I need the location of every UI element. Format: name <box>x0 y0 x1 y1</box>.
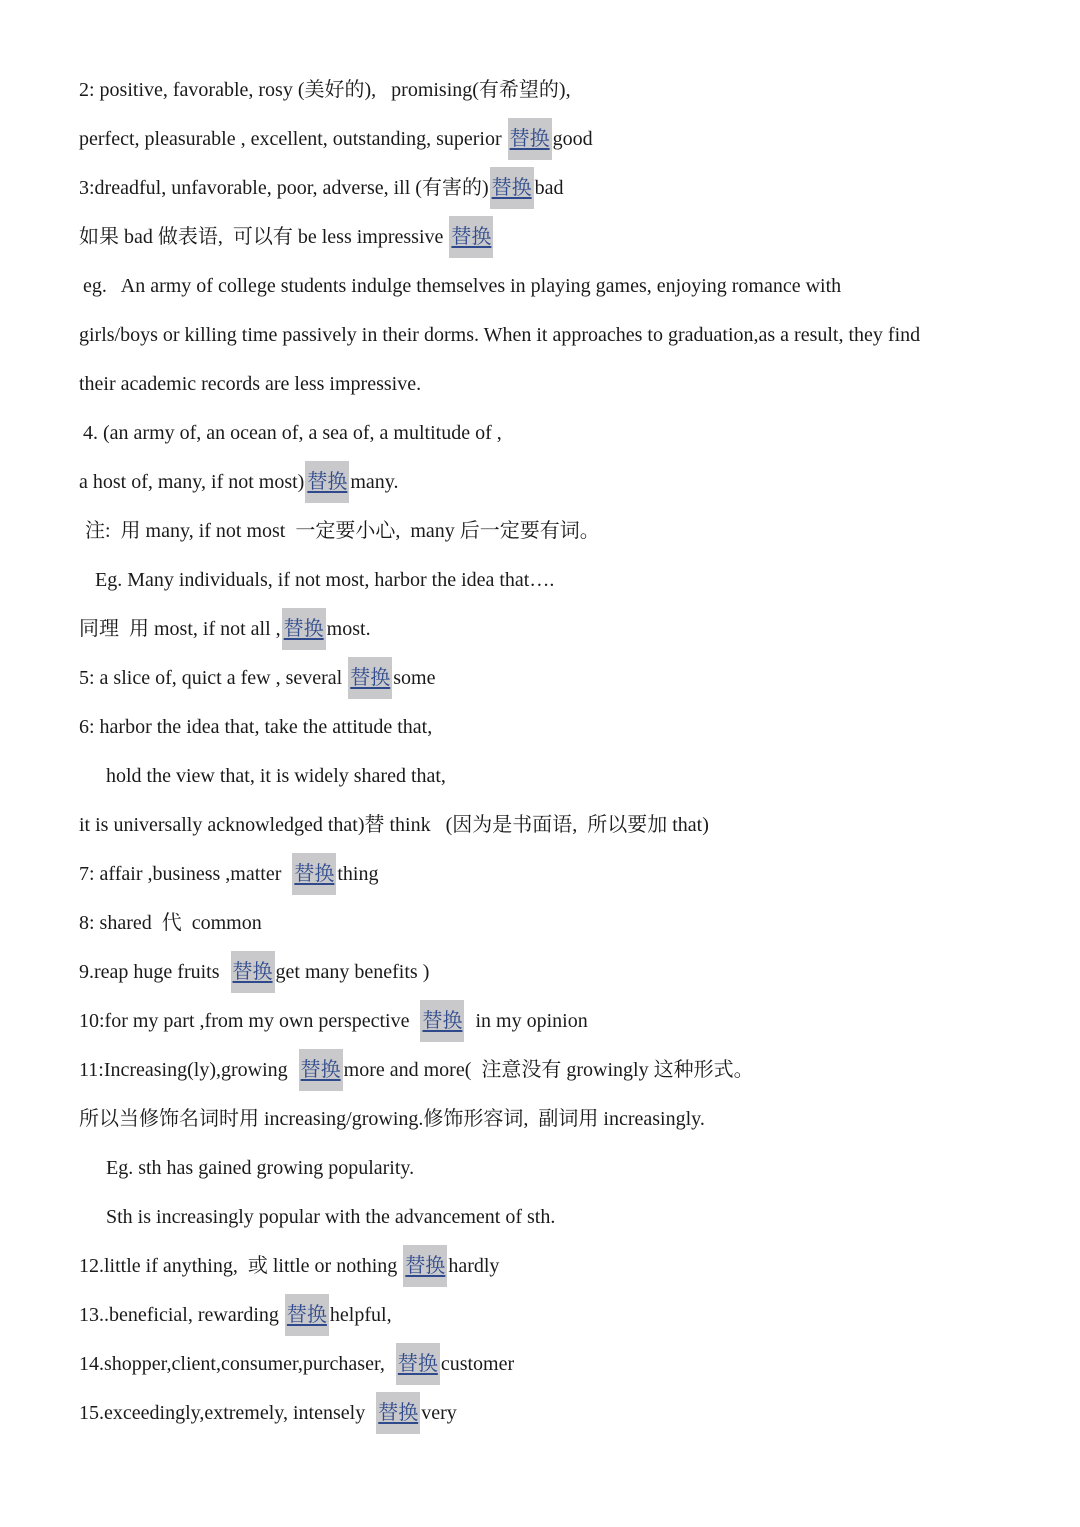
line-text: a host of, many, if not most) <box>79 471 305 493</box>
text-line <box>0 705 1080 754</box>
line-text: Eg. sth has gained growing popularity. <box>106 1157 415 1179</box>
replace-highlight: 替换 <box>396 1343 440 1385</box>
text-line <box>0 999 1080 1048</box>
text-line <box>0 656 1080 705</box>
line-text: 3:dreadful, unfavorable, poor, adverse, ill (有害的) <box>79 177 489 199</box>
line-text: Sth is increasingly popular with the advancement of sth. <box>106 1206 556 1228</box>
line-text-after: many. <box>350 471 399 493</box>
text-line <box>0 950 1080 999</box>
line-text: eg. An army of college students indulge themselves in playing games, enjoying romance with <box>83 275 842 297</box>
text-line <box>0 852 1080 901</box>
text-line <box>0 509 1080 558</box>
line-text: 12.little if anything, 或 little or nothing <box>79 1255 403 1277</box>
text-line <box>0 264 1080 313</box>
text-line <box>0 558 1080 607</box>
replace-highlight: 替换 <box>231 951 275 993</box>
replace-highlight: 替换 <box>348 657 392 699</box>
line-text: 4. (an army of, an ocean of, a sea of, a multitude of , <box>83 422 502 444</box>
line-text: 15.exceedingly,extremely, intensely <box>79 1402 376 1424</box>
line-text: girls/boys or killing time passively in their dorms. When it approaches to graduation,as a result, they find <box>79 324 921 346</box>
replace-highlight: 替换 <box>508 118 552 160</box>
text-line <box>0 607 1080 656</box>
text-line <box>0 68 1080 117</box>
line-text: 5: a slice of, quict a few , several <box>79 667 348 689</box>
line-text: 9.reap huge fruits <box>79 961 230 983</box>
line-text: 如果 bad 做表语, 可以有 be less impressive <box>79 226 449 248</box>
text-line <box>0 313 1080 362</box>
line-text: hold the view that, it is widely shared that, <box>106 765 446 787</box>
document-page <box>0 68 1080 1440</box>
line-text: 注: 用 many, if not most 一定要小心, many 后一定要有词。 <box>85 520 600 542</box>
line-text: it is universally acknowledged that)替 think (因为是书面语, 所以要加 that) <box>79 814 709 836</box>
line-text-after: helpful, <box>329 1304 392 1326</box>
replace-highlight: 替换 <box>449 216 493 258</box>
text-line <box>0 1048 1080 1097</box>
line-text-after: good <box>552 128 593 150</box>
text-line <box>0 1195 1080 1244</box>
text-line <box>0 1146 1080 1195</box>
text-line <box>0 411 1080 460</box>
line-text: 11:Increasing(ly),growing <box>79 1059 298 1081</box>
text-line <box>0 166 1080 215</box>
line-text: 7: affair ,business ,matter <box>79 863 292 885</box>
replace-highlight: 替换 <box>285 1294 329 1336</box>
line-text-after: customer <box>440 1353 515 1375</box>
replace-highlight: 替换 <box>376 1392 420 1434</box>
replace-highlight: 替换 <box>420 1000 464 1042</box>
text-line <box>0 117 1080 166</box>
line-text-after: hardly <box>448 1255 500 1277</box>
line-text: 同理 用 most, if not all , <box>79 618 281 640</box>
text-line <box>0 901 1080 950</box>
replace-highlight: 替换 <box>292 853 336 895</box>
line-text: Eg. Many individuals, if not most, harbor the idea that…. <box>95 569 555 591</box>
line-text: 6: harbor the idea that, take the attitude that, <box>79 716 433 738</box>
line-text-after: some <box>393 667 436 689</box>
line-text-after: get many benefits ) <box>275 961 430 983</box>
text-line <box>0 754 1080 803</box>
line-text-after: most. <box>326 618 371 640</box>
replace-highlight: 替换 <box>299 1049 343 1091</box>
text-line <box>0 803 1080 852</box>
text-line <box>0 1391 1080 1440</box>
line-text: their academic records are less impressive. <box>79 373 422 395</box>
text-line <box>0 215 1080 264</box>
text-line <box>0 1293 1080 1342</box>
line-text-after: more and more( 注意没有 growingly 这种形式。 <box>343 1059 754 1081</box>
line-text: 13..beneficial, rewarding <box>79 1304 284 1326</box>
text-line <box>0 1342 1080 1391</box>
replace-highlight: 替换 <box>305 461 349 503</box>
line-text: 14.shopper,client,consumer,purchaser, <box>79 1353 395 1375</box>
line-text: 8: shared 代 common <box>79 912 262 934</box>
line-text: 10:for my part ,from my own perspective <box>79 1010 420 1032</box>
line-text: perfect, pleasurable , excellent, outstanding, superior <box>79 128 507 150</box>
line-text-after: bad <box>534 177 564 199</box>
text-line <box>0 1244 1080 1293</box>
line-text-after: very <box>421 1402 457 1424</box>
text-line <box>0 460 1080 509</box>
replace-highlight: 替换 <box>490 167 534 209</box>
text-line <box>0 1097 1080 1146</box>
line-text: 所以当修饰名词时用 increasing/growing.修饰形容词, 副词用 increasingly. <box>79 1108 705 1130</box>
line-text-after: thing <box>337 863 379 885</box>
line-text-after: in my opinion <box>465 1010 588 1032</box>
line-text: 2: positive, favorable, rosy (美好的), promising(有希望的), <box>79 79 571 101</box>
replace-highlight: 替换 <box>403 1245 447 1287</box>
replace-highlight: 替换 <box>282 608 326 650</box>
text-line <box>0 362 1080 411</box>
